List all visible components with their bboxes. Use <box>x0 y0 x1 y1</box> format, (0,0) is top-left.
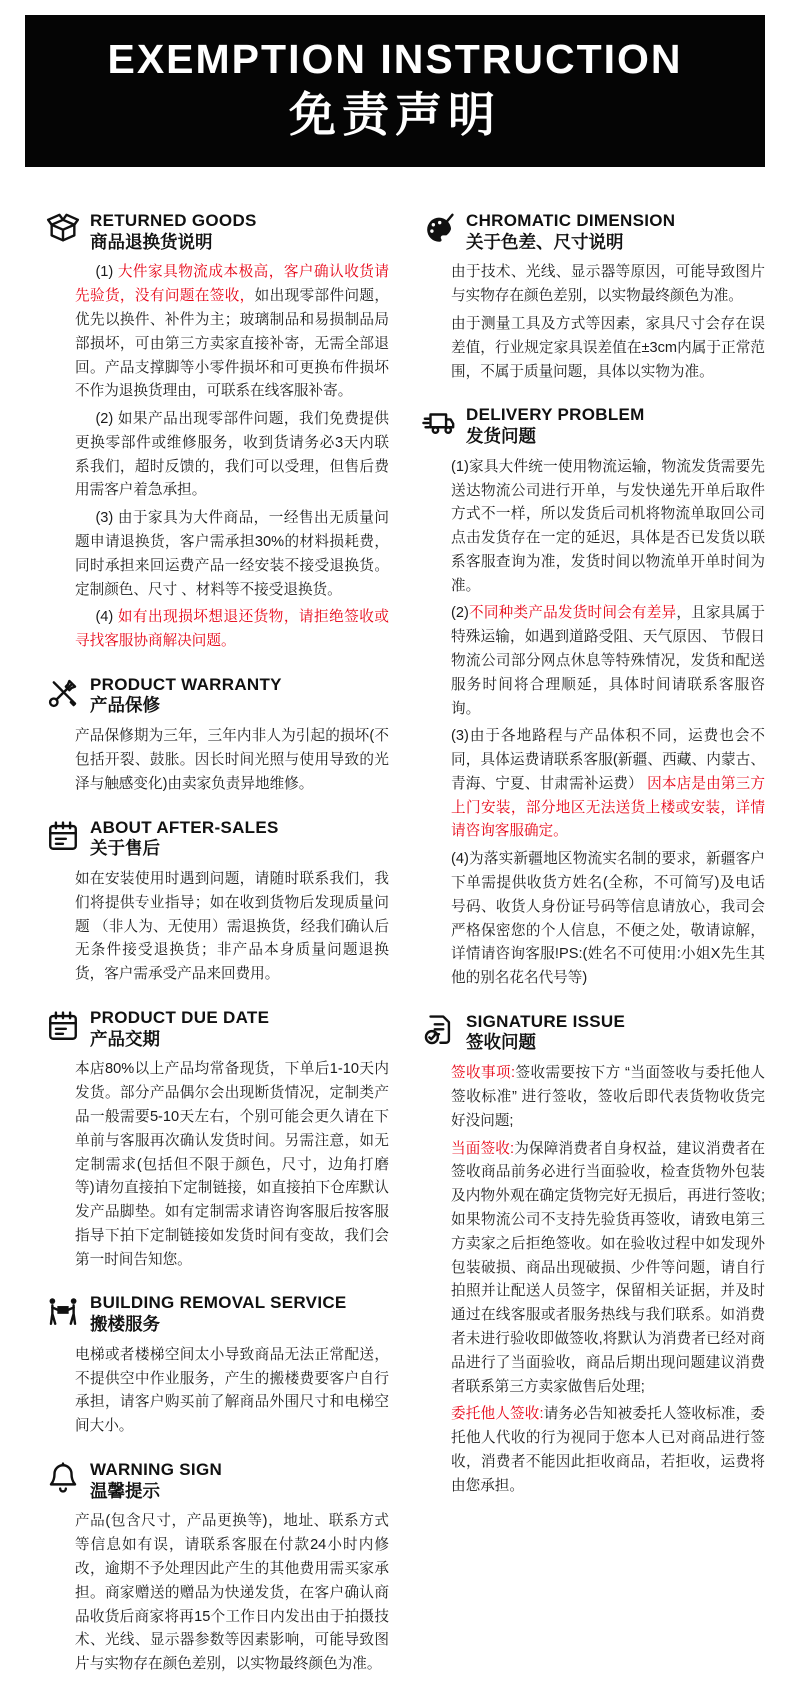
text-run: (4)为落实新疆地区物流实名制的要求，新疆客户下单需提供收货方姓名(全称，不可简写)及电话号码、收货人身份证号码等信息请放心，我司会严格保密您的个人信息，不便之处，敬请谅解，详情请咨询客服!PS:(姓名不可使用:小姐X先生其他的别名花名代号等) <box>451 851 765 987</box>
bell-icon <box>45 1460 81 1496</box>
section-title-zh: 关于售后 <box>90 838 160 859</box>
section-header <box>45 818 389 860</box>
section-header <box>421 211 765 253</box>
text-run: 由于测量工具及方式等因素，家具尺寸会存在误差值，行业规定家具误差值在±3cm内属于正常范围，不属于质量问题，具体以实物为准。 <box>451 315 765 380</box>
section-returned-goods <box>45 211 389 654</box>
section-title-en: CHROMATIC DIMENSION <box>466 211 676 230</box>
paragraph <box>75 606 389 654</box>
text-run: (2) <box>451 605 469 622</box>
section-title-zh: 签收问题 <box>466 1032 536 1053</box>
section-titles <box>466 211 675 253</box>
section-title-zh: 温馨提示 <box>90 1480 160 1501</box>
text-run: 为保障消费者自身权益，建议消费者在签收商品前务必进行当面验收，检查货物外包装及内物外观在确定货物完好无损后，再进行签收;如果物流公司不支持先验货再签收，请致电第三方卖家之后拒绝签收。如在验收过程中如发现外包装破损、商品出现破损、少件等问题，请自行拍照并让配送人员签字，保留相关证据，并及时通过在线客服或者服务热线与我们联系。如消费者未进行验收即做签收,将默认为消费者已经对商品进行了当面验收，商品后期出现问题建议消费者联系第三方卖家做售后处理; <box>451 1140 765 1395</box>
paragraph <box>75 1344 389 1439</box>
section-titles <box>90 1008 269 1050</box>
section-body <box>75 261 389 654</box>
highlighted-text-run: 如有出现损坏想退还货物，请拒绝签收或寻找客服协商解决问题。 <box>75 609 389 650</box>
content <box>0 167 790 1698</box>
paragraph <box>75 725 389 796</box>
section-titles <box>90 818 279 860</box>
highlighted-text-run: 签收事项: <box>451 1065 516 1082</box>
section-about-after-sales <box>45 818 389 987</box>
paragraph <box>451 261 765 309</box>
text-run: 如出现零部件问题，优先以换件、补件为主；玻璃制品和易损制品局部损坏，可由第三方卖家直接补寄，无需全部退回。产品支撑脚等小零件损坏和可更换布件损坏不作为退换货理由，可联系在线客服补寄。 <box>75 288 389 400</box>
section-body <box>75 1344 389 1439</box>
section-titles <box>466 1012 625 1054</box>
section-header <box>421 1012 765 1054</box>
highlighted-text-run: 不同种类产品发货时间会有差异 <box>468 605 677 622</box>
text-run: (3) 由于家具为大件商品，一经售出无质量问题申请退换货，客户需承担30%的材料损耗费，同时承担来回运费产品一经安装不接受退换货。定制颜色、尺寸 、材料等不接受退换货。 <box>75 510 389 598</box>
text-run: (4) <box>95 609 118 626</box>
page-title-zh: 免责声明 <box>289 88 501 142</box>
section-body <box>75 1510 389 1676</box>
section-title-en: SIGNATURE ISSUE <box>466 1011 626 1031</box>
paragraph <box>75 261 389 404</box>
section-title-zh: 关于色差、尺寸说明 <box>466 231 624 252</box>
text-run: (2) 如果产品出现零部件问题，我们免费提供更换零部件或维修服务，收到货请务必3天内联系我们，超时反馈的，我们可以受理，但售后费用需客户着急承担。 <box>75 411 389 499</box>
section-header <box>45 211 389 253</box>
text-run: 本店80%以上产品均常备现货，下单后1-10天内发货。部分产品偶尔会出现断货情况，定制类产品一般需要5-10天左右，个别可能会更久请在下单前与客服再次确认发货时间。另需注意，如无定制需求(包括但不限于颜色，尺寸，边角打磨等)请勿直接拍下定制链接，如直接拍下仓库默认发产品脚垫。如有定制需求请咨询客服后按客服指导下拍下定制链接如发货时间有变故，我们会第一时间告知您。 <box>75 1061 389 1268</box>
package-box-icon <box>45 211 81 247</box>
section-header <box>421 405 765 447</box>
text-run: (1)家具大件统一使用物流运输，物流发货需要先送达物流公司进行开单，与发快递先开单后取件方式不一样，所以发货后司机将物流单取回公司点击发货存在一定的延迟，具体是否已发货以联系客服查询为准，发货时间以物流单开单时间为准。 <box>451 458 765 594</box>
highlighted-text-run: 大件家具物流成本极高，客户确认收货请先验货，没有问题在签收， <box>75 264 389 305</box>
section-title-zh: 发货问题 <box>466 425 536 446</box>
section-title-en: BUILDING REMOVAL SERVICE <box>90 1293 347 1313</box>
section-body <box>75 868 389 987</box>
paragraph <box>451 1062 765 1133</box>
section-building-removal-service <box>45 1293 389 1439</box>
section-title-en: DELIVERY PROBLEM <box>466 405 645 425</box>
calendar-icon <box>45 1008 81 1044</box>
section-header <box>45 1460 389 1502</box>
section-header <box>45 1293 389 1335</box>
paragraph <box>75 1510 389 1676</box>
section-header <box>45 1008 389 1050</box>
text-run: 电梯或者楼梯空间太小导致商品无法正常配送，不提供空中作业服务，产生的搬楼费要客户自行承担，请客户购买前了解商品外围尺寸和电梯空间大小。 <box>75 1346 389 1435</box>
section-title-zh: 产品保修 <box>90 695 160 716</box>
text-run: 产品(包含尺寸，产品更换等)，地址、联系方式等信息如有误，请联系客服在付款24小时内修改，逾期不予处理因此产生的其他费用需买家承担。商家赠送的赠品为快递发货，在客户确认商品收货后商家将再15个工作日内发出由于拍摄技术、光线、显示器参数等因素影响，可能导致图片与实物存在颜色差别，以实物最终颜色为准。 <box>75 1513 389 1673</box>
paragraph <box>75 408 389 503</box>
paragraph <box>451 313 765 384</box>
document-check-icon <box>421 1012 457 1048</box>
text-run: ，且家具属于特殊运输，如遇到道路受阻、天气原因、 节假日物流公司部分网点休息等特殊情况，发货和配送服务时间将合理顺延，具体时间请联系客服咨询。 <box>451 605 765 717</box>
section-title-en: WARNING SIGN <box>90 1460 223 1480</box>
left-column <box>45 211 389 1698</box>
section-titles <box>466 405 645 447</box>
text-run: 由于技术、光线、显示器等原因，可能导致图片与实物存在颜色差别，以实物最终颜色为准。 <box>451 264 765 305</box>
movers-icon <box>45 1293 81 1329</box>
section-delivery-problem <box>421 405 765 991</box>
paragraph <box>451 1403 765 1498</box>
paragraph <box>75 1058 389 1272</box>
text-run: (3)由于各地路程与产品体积不同，运费也会不同，具体运费请联系客服(新疆、西藏、内蒙古、青海、宁夏、甘肃需补运费） <box>451 728 765 792</box>
header-banner <box>25 15 765 167</box>
section-product-warranty <box>45 675 389 797</box>
paragraph <box>451 725 765 844</box>
section-title-zh: 搬楼服务 <box>90 1314 160 1335</box>
section-titles <box>90 1293 347 1335</box>
section-titles <box>90 1460 222 1502</box>
palette-icon <box>421 211 457 247</box>
paragraph <box>451 456 765 599</box>
section-warning-sign <box>45 1460 389 1677</box>
tools-icon <box>45 675 81 711</box>
text-run: 签收需要按下方 “当面签收与委托他人签收标准” 进行签收，签收后即代表货物收货完好没问题; <box>451 1065 765 1129</box>
paragraph <box>451 602 765 721</box>
page <box>0 15 790 1673</box>
section-title-zh: 产品交期 <box>90 1028 160 1049</box>
section-body <box>75 725 389 796</box>
section-title-en: PRODUCT DUE DATE <box>90 1008 270 1028</box>
section-title-en: PRODUCT WARRANTY <box>90 674 282 694</box>
paragraph <box>75 868 389 987</box>
page-title-en: EXEMPTION INSTRUCTION <box>107 36 683 83</box>
section-signature-issue <box>421 1012 765 1498</box>
text-run: (1) <box>95 264 118 281</box>
paragraph <box>451 1138 765 1400</box>
section-title-zh: 商品退换货说明 <box>90 231 213 252</box>
text-run: 如在安装使用时遇到问题，请随时联系我们，我们将提供专业指导；如在收到货物后发现质量问题 （非人为、无使用）需退换货，经我们确认后无条件接受退换货；非产品本身质量问题退换货，客户需承受产品来回费用。 <box>75 871 389 983</box>
right-column <box>421 211 765 1698</box>
highlighted-text-run: 委托他人签收: <box>451 1406 544 1423</box>
section-titles <box>90 211 257 253</box>
paragraph <box>75 507 389 602</box>
section-product-due-date <box>45 1008 389 1272</box>
section-header <box>45 675 389 717</box>
section-chromatic-dimension <box>421 211 765 384</box>
paragraph <box>451 848 765 991</box>
calendar-icon <box>45 818 81 854</box>
truck-icon <box>421 405 457 441</box>
section-body <box>75 1058 389 1272</box>
text-run: 请务必告知被委托人签收标准，委托他人代收的行为视同于您本人已对商品进行签收，消费者不能因此拒收商品，若拒收，运费将由您承担。 <box>451 1406 765 1494</box>
section-body <box>451 261 765 384</box>
section-title-en: ABOUT AFTER-SALES <box>90 817 279 837</box>
highlighted-text-run: 当面签收: <box>451 1140 515 1157</box>
section-title-en: RETURNED GOODS <box>90 211 257 230</box>
section-body <box>451 1062 765 1498</box>
section-body <box>451 456 765 991</box>
text-run: 产品保修期为三年，三年内非人为引起的损坏(不包括开裂、鼓胀。因长时间光照与使用导致的光泽与触感变化)由卖家负责异地维修。 <box>75 728 389 792</box>
highlighted-text-run: 因本店是由第三方上门安装，部分地区无法送货上楼或安装，详情请咨询客服确定。 <box>451 775 765 840</box>
section-titles <box>90 675 282 717</box>
